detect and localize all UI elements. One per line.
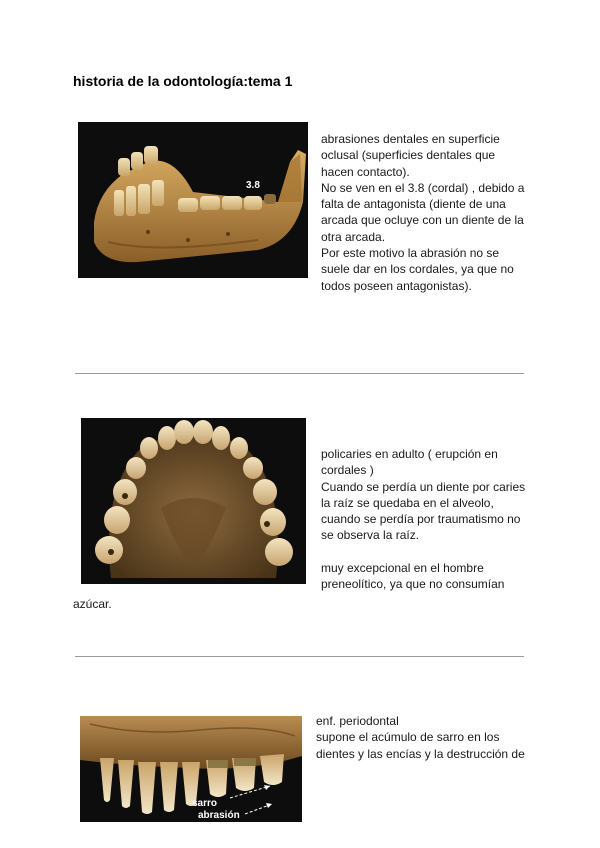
periodontal-illustration — [80, 716, 302, 822]
section-divider — [75, 373, 524, 374]
text-line: No se ven en el 3.8 (cordal) , debido a — [321, 180, 525, 195]
section3-text — [316, 713, 546, 762]
text-line: arcada que ocluye con un diente de la — [321, 213, 524, 228]
text-line: suele dar en los cordales, ya que no — [321, 262, 514, 277]
section2-text — [321, 446, 536, 593]
text-line: enf. periodontal — [316, 714, 399, 728]
text-line: hacen contacto). — [321, 164, 410, 179]
section1-text — [321, 131, 536, 294]
abrasion-label: abrasión — [198, 810, 240, 821]
text-line: otra arcada. — [321, 229, 386, 244]
mandible-photo — [78, 122, 308, 278]
text-line — [321, 544, 536, 560]
text-line: dientes y las encías y la destrucción de — [316, 746, 525, 761]
text-line: cuando se perdía por traumatismo no — [321, 512, 521, 527]
text-line: preneolítico, ya que no consumían — [321, 577, 505, 592]
tooth-number-label: 3.8 — [246, 180, 260, 191]
text-line: Por este motivo la abrasión no se — [321, 246, 500, 261]
text-line: cordales ) — [321, 463, 374, 478]
text-line: falta de antagonista (diente de una — [321, 197, 506, 212]
maxilla-illustration — [81, 418, 306, 584]
text-line: muy excepcional en el hombre — [321, 561, 484, 576]
text-line: todos poseen antagonistas). — [321, 278, 472, 293]
calculus-label: sarro — [192, 798, 218, 809]
text-line: supone el acúmulo de sarro en los — [316, 730, 500, 745]
text-line: la raíz se quedaba en el alveolo, — [321, 495, 494, 510]
text-line: se observa la raíz. — [321, 528, 420, 543]
section-divider — [75, 656, 524, 657]
section2-continuation: azúcar. — [73, 597, 112, 611]
text-line: Cuando se perdía un diente por caries — [321, 479, 526, 494]
text-line: abrasiones dentales en superficie — [321, 132, 500, 146]
mandible-illustration — [78, 122, 308, 278]
text-line: policaries en adulto ( erupción en — [321, 447, 498, 461]
text-line: oclusal (superficies dentales que — [321, 148, 496, 163]
page-title: historia de la odontología:tema 1 — [73, 73, 293, 89]
periodontal-photo — [80, 716, 302, 822]
maxilla-photo — [81, 418, 306, 584]
